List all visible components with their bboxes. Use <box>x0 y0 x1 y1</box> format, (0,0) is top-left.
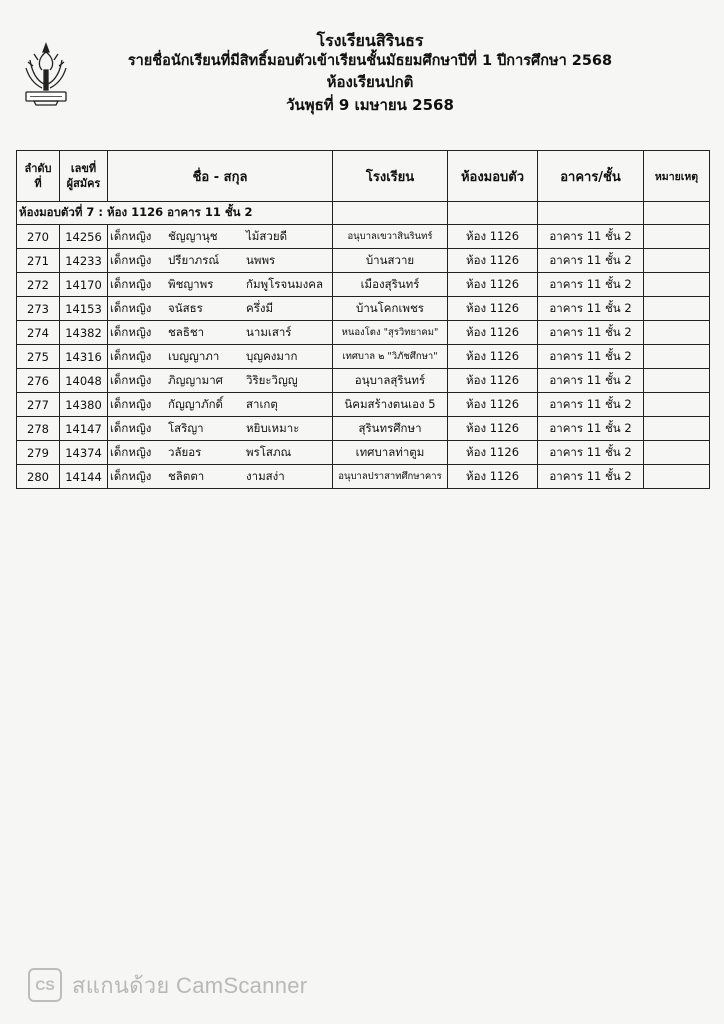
table-row <box>17 297 710 321</box>
cell-no: 272 <box>17 273 60 297</box>
cell-no: 279 <box>17 441 60 465</box>
cell-applicant-no: 14380 <box>60 393 108 417</box>
cell-applicant-no: 14170 <box>60 273 108 297</box>
cell-no: 278 <box>17 417 60 441</box>
cell-name <box>108 465 333 489</box>
program-name: ห้องเรียนปกติ <box>326 73 414 91</box>
cell-applicant-no: 14256 <box>60 225 108 249</box>
cell-room: ห้อง 1126 <box>448 393 538 417</box>
name-title: เด็กหญิง <box>110 324 152 339</box>
document-title: รายชื่อนักเรียนที่มีสิทธิ์มอบตัวเข้าเรียนชั้นมัธยมศึกษาปีที่ 1 ปีการศึกษา 2568 <box>127 53 613 69</box>
name-title: เด็กหญิง <box>110 396 152 411</box>
table-row <box>17 273 710 297</box>
cell-room: ห้อง 1126 <box>448 369 538 393</box>
cell-name <box>108 321 333 345</box>
table-row <box>17 225 710 249</box>
cell-school: นิคมสร้างตนเอง 5 <box>333 393 448 417</box>
name-title: เด็กหญิง <box>110 348 152 363</box>
section-row <box>17 202 710 225</box>
cell-no: 275 <box>17 345 60 369</box>
cell-remark <box>644 345 710 369</box>
header-room: ห้องมอบตัว <box>448 151 538 202</box>
cell-school: อนุบาลปราสาทศึกษาคาร <box>333 465 448 489</box>
cell-building: อาคาร 11 ชั้น 2 <box>538 345 644 369</box>
name-first: กัญญาภักดิ์ <box>168 396 224 411</box>
cell-no: 280 <box>17 465 60 489</box>
cell-room: ห้อง 1126 <box>448 225 538 249</box>
name-first: ชลธิชา <box>168 324 205 339</box>
cell-applicant-no: 14048 <box>60 369 108 393</box>
cell-room: ห้อง 1126 <box>448 345 538 369</box>
cell-building: อาคาร 11 ชั้น 2 <box>538 417 644 441</box>
cell-school: บ้านสวาย <box>333 249 448 273</box>
header-remark: หมายเหตุ <box>644 151 710 202</box>
cell-no: 270 <box>17 225 60 249</box>
cell-remark <box>644 249 710 273</box>
cell-name <box>108 249 333 273</box>
cell-room: ห้อง 1126 <box>448 441 538 465</box>
cell-name <box>108 225 333 249</box>
cell-name <box>108 297 333 321</box>
table-row <box>17 465 710 489</box>
name-title: เด็กหญิง <box>110 372 152 387</box>
name-title: เด็กหญิง <box>110 252 152 267</box>
cell-no: 276 <box>17 369 60 393</box>
cell-room: ห้อง 1126 <box>448 417 538 441</box>
name-last: บุญคงมาก <box>246 348 298 363</box>
cell-building: อาคาร 11 ชั้น 2 <box>538 441 644 465</box>
table-row <box>17 393 710 417</box>
name-last: งามสง่า <box>246 468 285 483</box>
table-row <box>17 249 710 273</box>
header-applicant-no: เลขที่ ผู้สมัคร <box>60 151 108 202</box>
camscanner-icon: CS <box>28 968 62 1002</box>
document-date: วันพุธที่ 9 เมษายน 2568 <box>286 96 454 114</box>
cell-remark <box>644 465 710 489</box>
header-school: โรงเรียน <box>333 151 448 202</box>
cell-name <box>108 345 333 369</box>
section-label: ห้องมอบตัวที่ 7 : ห้อง 1126 อาคาร 11 ชั้น 2 <box>17 202 333 225</box>
cell-building: อาคาร 11 ชั้น 2 <box>538 393 644 417</box>
cell-room: ห้อง 1126 <box>448 249 538 273</box>
cell-room: ห้อง 1126 <box>448 273 538 297</box>
cell-applicant-no: 14316 <box>60 345 108 369</box>
cell-building: อาคาร 11 ชั้น 2 <box>538 321 644 345</box>
cell-building: อาคาร 11 ชั้น 2 <box>538 369 644 393</box>
cell-remark <box>644 273 710 297</box>
name-first: วลัยอร <box>168 444 202 459</box>
header-name: ชื่อ - สกุล <box>108 151 333 202</box>
name-last: ครึ่งมี <box>246 300 274 315</box>
cell-remark <box>644 417 710 441</box>
cell-remark <box>644 393 710 417</box>
name-first: พิชญาพร <box>168 276 214 291</box>
cell-school: บ้านโคกเพชร <box>333 297 448 321</box>
name-first: ภิญญามาศ <box>168 372 223 387</box>
student-list-table <box>16 150 710 489</box>
cell-school: สุรินทรศึกษา <box>333 417 448 441</box>
camscanner-watermark <box>28 965 307 1005</box>
cell-remark <box>644 369 710 393</box>
cell-no: 274 <box>17 321 60 345</box>
name-first: ชัญญานุช <box>168 228 218 243</box>
cell-room: ห้อง 1126 <box>448 321 538 345</box>
name-last: สาเกตุ <box>246 396 278 411</box>
cell-remark <box>644 321 710 345</box>
table-row <box>17 417 710 441</box>
cell-school: อนุบาลสุรินทร์ <box>333 369 448 393</box>
name-last: กัมพูโรจนมงคล <box>246 276 324 291</box>
name-first: ปรียาภรณ์ <box>168 252 220 267</box>
cell-school: อนุบาลเขวาสินรินทร์ <box>333 225 448 249</box>
cell-no: 273 <box>17 297 60 321</box>
cell-school: เทศบาล ๒ "วิภัชศึกษา" <box>333 345 448 369</box>
cell-school: เทศบาลท่าตูม <box>333 441 448 465</box>
name-title: เด็กหญิง <box>110 444 152 459</box>
cell-applicant-no: 14153 <box>60 297 108 321</box>
cell-applicant-no: 14382 <box>60 321 108 345</box>
header-no: ลำดับ ที่ <box>17 151 60 202</box>
cell-no: 277 <box>17 393 60 417</box>
cell-remark <box>644 441 710 465</box>
cell-name <box>108 417 333 441</box>
school-emblem-icon <box>20 40 72 108</box>
table-row <box>17 369 710 393</box>
cell-school: หนองโตง "สุรวิทยาคม" <box>333 321 448 345</box>
cell-applicant-no: 14374 <box>60 441 108 465</box>
cell-remark <box>644 297 710 321</box>
cell-building: อาคาร 11 ชั้น 2 <box>538 249 644 273</box>
cell-name <box>108 393 333 417</box>
cell-remark <box>644 225 710 249</box>
cell-name <box>108 369 333 393</box>
cell-room: ห้อง 1126 <box>448 465 538 489</box>
cell-no: 271 <box>17 249 60 273</box>
table-row <box>17 345 710 369</box>
name-first: จนัสธร <box>168 300 203 315</box>
cell-building: อาคาร 11 ชั้น 2 <box>538 225 644 249</box>
name-first: ชลิตตา <box>168 468 205 483</box>
camscanner-text: สแกนด้วย CamScanner <box>72 972 308 998</box>
table-row <box>17 321 710 345</box>
name-first: เบญญาภา <box>168 348 220 363</box>
name-title: เด็กหญิง <box>110 276 152 291</box>
name-last: ไม้สวยดี <box>246 228 288 243</box>
cell-applicant-no: 14144 <box>60 465 108 489</box>
name-title: เด็กหญิง <box>110 420 152 435</box>
name-last: หยิบเหมาะ <box>246 420 300 435</box>
table-row <box>17 441 710 465</box>
name-title: เด็กหญิง <box>110 228 152 243</box>
cell-room: ห้อง 1126 <box>448 297 538 321</box>
school-name: โรงเรียนสิรินธร <box>316 31 424 50</box>
cell-name <box>108 441 333 465</box>
cell-applicant-no: 14147 <box>60 417 108 441</box>
document-header <box>80 30 660 116</box>
name-first: โสริญา <box>168 420 204 435</box>
cell-name <box>108 273 333 297</box>
name-last: นามเสาร์ <box>246 324 292 339</box>
cell-school: เมืองสุรินทร์ <box>333 273 448 297</box>
name-last: วิริยะวิญญู <box>246 372 298 387</box>
cell-building: อาคาร 11 ชั้น 2 <box>538 273 644 297</box>
name-last: พรโสภณ <box>246 444 292 459</box>
name-title: เด็กหญิง <box>110 300 152 315</box>
cell-applicant-no: 14233 <box>60 249 108 273</box>
name-last: นพพร <box>246 252 276 267</box>
cell-building: อาคาร 11 ชั้น 2 <box>538 465 644 489</box>
cell-building: อาคาร 11 ชั้น 2 <box>538 297 644 321</box>
name-title: เด็กหญิง <box>110 468 152 483</box>
table-header-row <box>17 151 710 202</box>
header-building: อาคาร/ชั้น <box>538 151 644 202</box>
